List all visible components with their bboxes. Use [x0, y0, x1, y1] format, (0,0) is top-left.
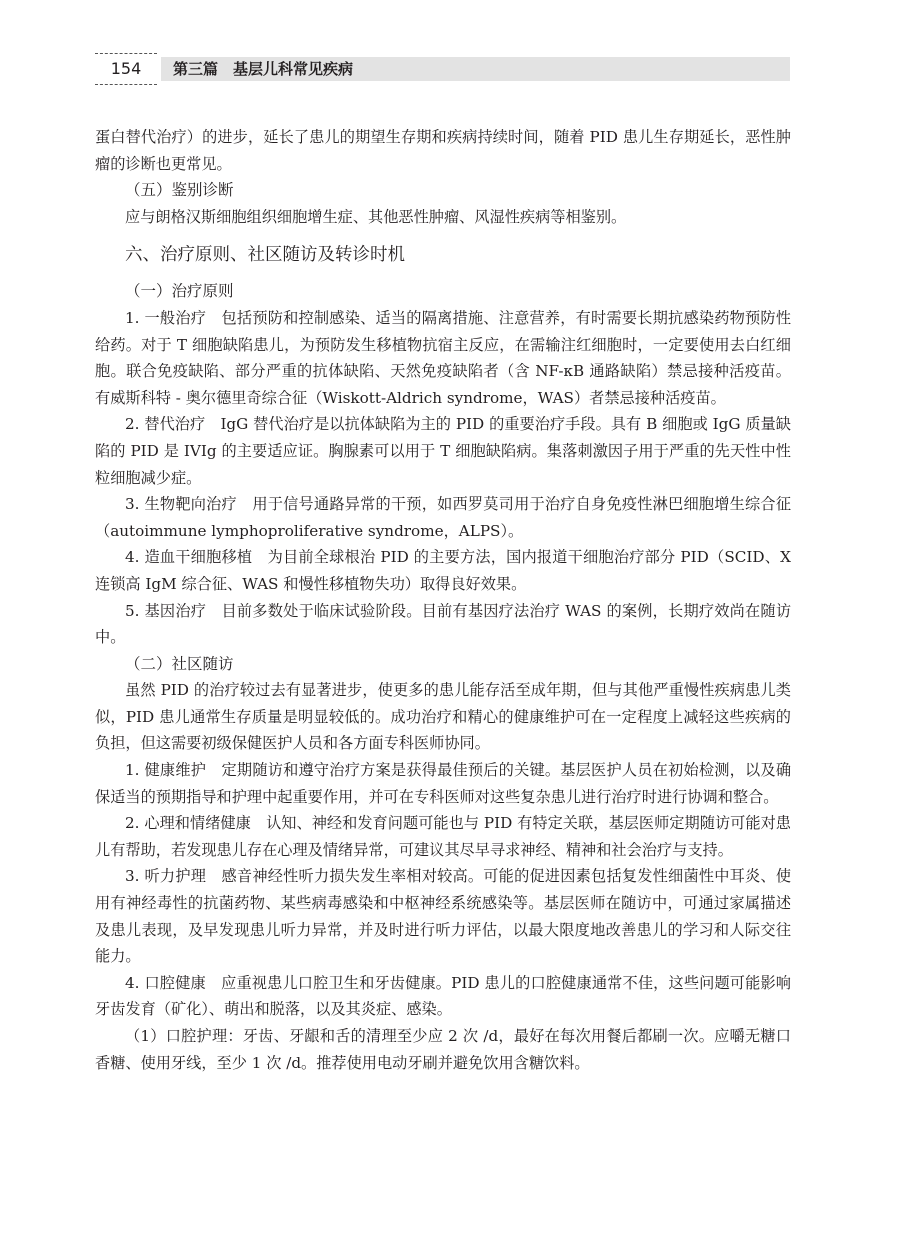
differential-paragraph: 应与朗格汉斯细胞组织细胞增生症、其他恶性肿瘤、风湿性疾病等相鉴别。 [125, 207, 627, 226]
item-lead: 2. 替代治疗 [125, 415, 206, 434]
followup-item-oral [95, 970, 791, 1023]
followup-paragraph: 虽然 PID 的治疗较过去有显著进步，使更多的患儿能存活至成年期，但与其他严重慢性疾病患儿类似，PID 患儿通常生存质量是明显较低的。成功治疗和精心的健康维护可在一定程度上减轻这些疾病的负担，但这需要初级保健医护人员和各方面专科医师协同。 [95, 681, 791, 753]
item-text: 定期随访和遵守治疗方案是获得最佳预后的关键。基层医护人员在初始检测，以及确保适当的预期指导和护理中起重要作用，并可在专科医师对这些复杂患儿进行治疗时进行协调和整合。 [95, 761, 792, 806]
header-dashed-rule [95, 84, 157, 85]
page-body [95, 124, 791, 1076]
item-text: 认知、神经和发育问题可能也与 PID 有特定关联，基层医师定期随访可能对患儿有帮助，若发现患儿存在心理及情绪异常，可建议其尽早寻求神经、精神和社会治疗与支持。 [95, 814, 791, 859]
subsection-heading-followup: （二）社区随访 [125, 654, 234, 673]
item-text: IgG 替代治疗是以抗体缺陷为主的 PID 的重要治疗手段。具有 B 细胞或 IgG 质量缺陷的 PID 是 IVIg 的主要适应证。胸腺素可以用于 T 细胞缺陷病。集落刺激因子用于严重的先天性中性粒细胞减少症。 [95, 415, 791, 487]
running-header [95, 57, 790, 81]
item-lead: 1. 一般治疗 [125, 308, 207, 327]
treatment-item-targeted [95, 491, 791, 544]
treatment-item-gene [95, 598, 791, 651]
followup-item-hearing [95, 863, 791, 969]
subsection-heading-differential: （五）鉴别诊断 [125, 181, 234, 200]
item-lead: 2. 心理和情绪健康 [125, 814, 251, 833]
item-text: 感音神经性听力损失发生率相对较高。可能的促进因素包括复发性细菌性中耳炎、使用有神经毒性的抗菌药物、某些病毒感染和中枢神经系统感染等。基层医师在随访中，可通过家属描述及患儿表现，及早发现患儿听力异常，并及时进行听力评估，以最大限度地改善患儿的学习和人际交往能力。 [95, 867, 792, 966]
item-lead: 5. 基因治疗 [125, 601, 207, 620]
item-lead: 1. 健康维护 [125, 761, 207, 780]
intro-paragraph: 蛋白替代治疗）的进步，延长了患儿的期望生存期和疾病持续时间，随着 PID 患儿生存期延长，恶性肿瘤的诊断也更常见。 [95, 128, 791, 173]
item-text: 用于信号通路异常的干预，如西罗莫司用于治疗自身免疫性淋巴细胞增生综合征（autoimmune lymphoproliferative syndrome，ALPS）。 [95, 495, 792, 540]
item-lead: 4. 口腔健康 [125, 973, 206, 992]
subsection-heading-principles: （一）治疗原则 [125, 282, 234, 301]
item-lead: 4. 造血干细胞移植 [125, 548, 253, 567]
treatment-item-hsct [95, 544, 791, 597]
oral-care-paragraph: （1）口腔护理：牙齿、牙龈和舌的清理至少应 2 次 /d，最好在每次用餐后都刷一次。应嚼无糖口香糖、使用牙线，至少 1 次 /d。推荐使用电动牙刷并避免饮用含糖饮料。 [95, 1027, 791, 1072]
treatment-item-replacement [95, 411, 791, 491]
chapter-title: 第三篇 基层儿科常见疾病 [173, 60, 354, 78]
item-text: 目前多数处于临床试验阶段。目前有基因疗法治疗 WAS 的案例，长期疗效尚在随访中。 [95, 601, 792, 647]
item-text: 包括预防和控制感染、适当的隔离措施、注意营养，有时需要长期抗感染药物预防性给药。对于 T 细胞缺陷患儿，为预防发生移植物抗宿主反应，在需输注红细胞时，一定要使用去白红细胞。联合免疫缺陷、部分严重的抗体缺陷、天然免疫缺陷者（含 NF-κB 通路缺陷）禁忌接种活疫苗。有威斯科特 - 奥尔德里奇综合征（Wiskott-Aldrich syndrome，WAS）者禁忌接种活疫苗。 [95, 308, 792, 407]
header-bar [161, 57, 790, 81]
followup-item-psych [95, 810, 791, 863]
treatment-item-general [95, 305, 791, 411]
page-number: 154 [110, 59, 142, 78]
followup-item-health [95, 757, 791, 810]
item-text: 应重视患儿口腔卫生和牙齿健康。PID 患儿的口腔健康通常不佳，这些问题可能影响牙齿发育（矿化）、萌出和脱落，以及其炎症、感染。 [95, 973, 791, 1019]
header-dashed-rule [95, 53, 157, 54]
section-heading-treatment: 六、治疗原则、社区随访及转诊时机 [125, 245, 405, 266]
item-text: 为目前全球根治 PID 的主要方法，国内报道干细胞治疗部分 PID（SCID、X 连锁高 IgM 综合征、WAS 和慢性移植物失功）取得良好效果。 [95, 548, 791, 593]
item-lead: 3. 听力护理 [125, 867, 207, 886]
item-lead: 3. 生物靶向治疗 [125, 495, 237, 514]
